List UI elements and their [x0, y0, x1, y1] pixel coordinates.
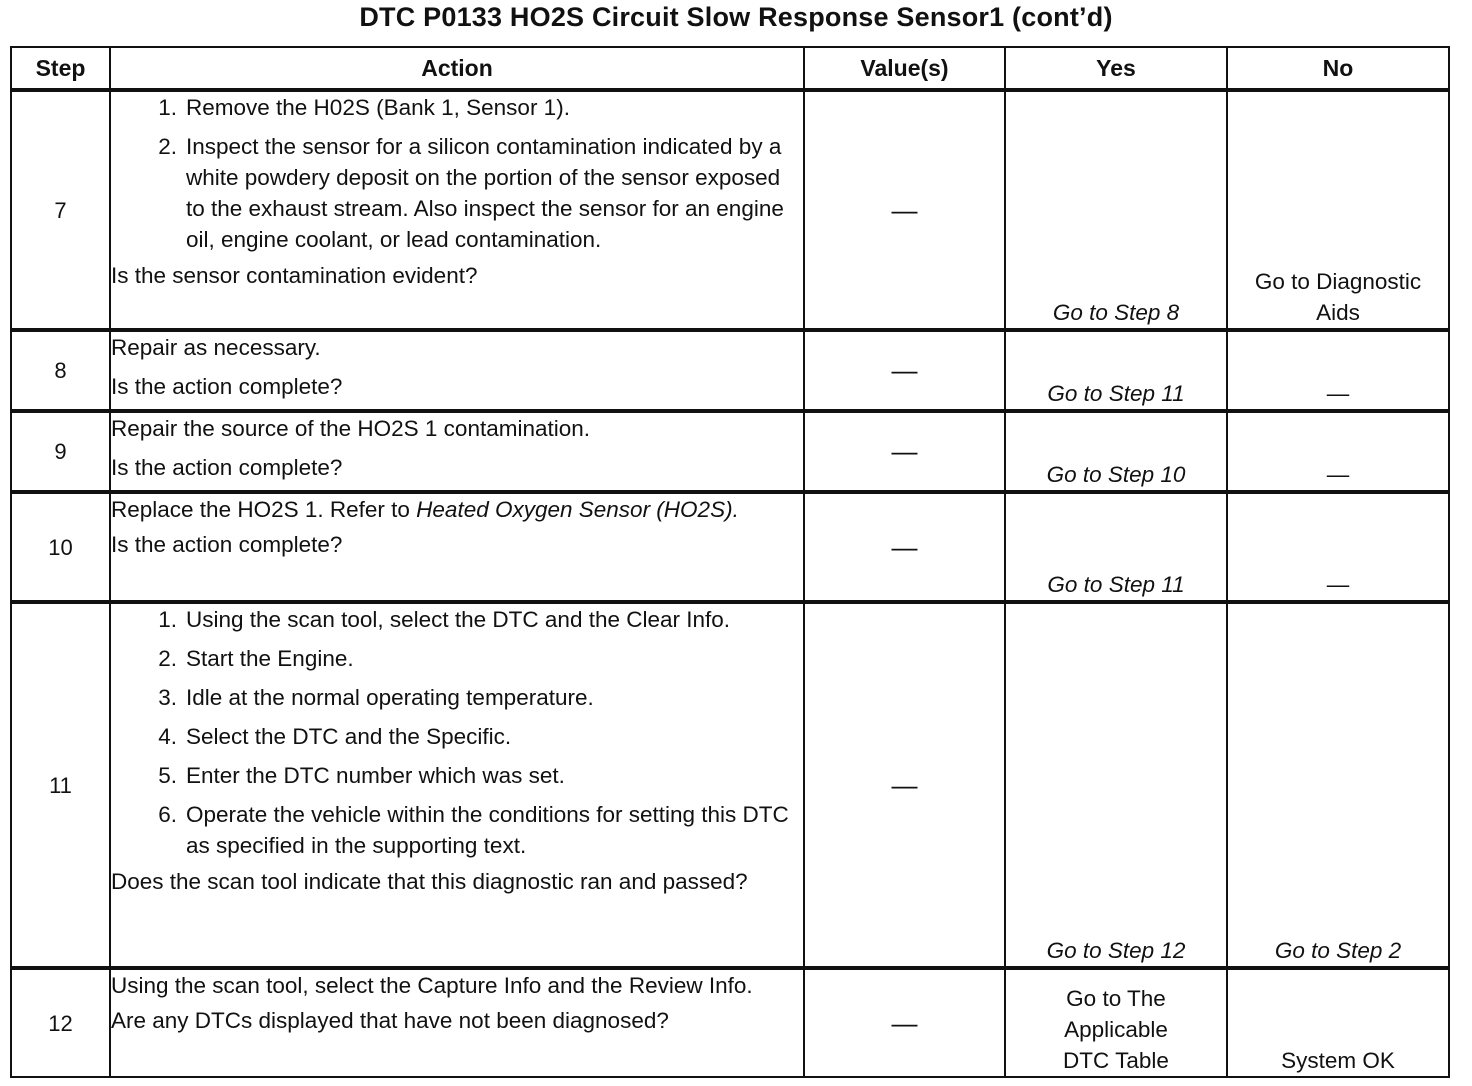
- no-cell: —: [1227, 330, 1449, 411]
- yes-cell: Go to Step 12: [1005, 602, 1227, 968]
- table-row: [11, 492, 1449, 602]
- no-cell: System OK: [1227, 968, 1449, 1077]
- substep-text: Using the scan tool, select the DTC and the Clear Info.: [186, 607, 731, 632]
- substep-number: 3.: [158, 685, 177, 710]
- action-text: Repair the source of the HO2S 1 contamination.: [111, 416, 591, 441]
- table-row: [11, 968, 1449, 1077]
- table-row: [11, 90, 1449, 330]
- no-cell: —: [1227, 492, 1449, 602]
- list-item: [111, 682, 803, 713]
- reference-link[interactable]: Heated Oxygen Sensor (HO2S).: [416, 497, 739, 522]
- substep-text: Select the DTC and the Specific.: [186, 724, 512, 749]
- substep-text: Idle at the normal operating temperature.: [186, 685, 594, 710]
- list-item: [111, 799, 803, 861]
- action-cell: [110, 968, 804, 1077]
- action-question: Is the action complete?: [111, 532, 343, 557]
- yes-cell: Go to Step 11: [1005, 330, 1227, 411]
- list-item: [111, 131, 803, 255]
- action-question: Are any DTCs displayed that have not been diagnosed?: [111, 1008, 669, 1033]
- substep-text: Enter the DTC number which was set.: [186, 763, 565, 788]
- no-cell: Go to Step 2: [1227, 602, 1449, 968]
- value-cell: —: [804, 411, 1005, 492]
- header-yes: Yes: [1005, 47, 1227, 90]
- step-number: 9: [11, 411, 110, 492]
- action-text: Repair as necessary.: [111, 335, 321, 360]
- substep-number: 2.: [158, 134, 177, 159]
- step-number: 8: [11, 330, 110, 411]
- diagnostic-table: [10, 46, 1450, 1078]
- substep-number: 6.: [158, 802, 177, 827]
- no-cell: [1227, 90, 1449, 330]
- header-values: Value(s): [804, 47, 1005, 90]
- header-no: No: [1227, 47, 1449, 90]
- action-cell: [110, 330, 804, 411]
- table-row: [11, 411, 1449, 492]
- list-item: [111, 604, 803, 635]
- yes-cell: Go to Step 10: [1005, 411, 1227, 492]
- substep-list: [111, 604, 803, 861]
- yes-cell: Go to Step 8: [1005, 90, 1227, 330]
- substep-text: Remove the H02S (Bank 1, Sensor 1).: [186, 95, 570, 120]
- substep-number: 2.: [158, 646, 177, 671]
- value-cell: —: [804, 968, 1005, 1077]
- action-cell: [110, 90, 804, 330]
- action-cell: [110, 492, 804, 602]
- action-cell: [110, 411, 804, 492]
- no-text: Go to Diagnostic Aids: [1254, 269, 1422, 325]
- action-question: Does the scan tool indicate that this diagnostic ran and passed?: [111, 869, 748, 894]
- table-row: [11, 602, 1449, 968]
- substep-number: 5.: [158, 763, 177, 788]
- substep-text: Operate the vehicle within the conditions for setting this DTC as specified in the supporting text.: [186, 802, 789, 858]
- substep-text: Inspect the sensor for a silicon contamination indicated by a white powdery deposit on the portion of the sensor exposed to the exhaust stream. Also inspect the sensor for an engine oil, engine coolant, or lead contamination.: [186, 134, 784, 252]
- value-cell: —: [804, 602, 1005, 968]
- substep-number: 4.: [158, 724, 177, 749]
- step-number: 12: [11, 968, 110, 1077]
- substep-text: Start the Engine.: [186, 646, 354, 671]
- value-cell: —: [804, 330, 1005, 411]
- list-item: [111, 643, 803, 674]
- list-item: [111, 760, 803, 791]
- yes-cell: [1005, 968, 1227, 1077]
- action-prefix: Replace the HO2S 1. Refer to: [111, 497, 410, 522]
- action-question: Is the action complete?: [111, 455, 343, 480]
- page-title: DTC P0133 HO2S Circuit Slow Response Sensor1 (cont’d): [359, 2, 1113, 32]
- yes-cell: Go to Step 11: [1005, 492, 1227, 602]
- step-number: 10: [11, 492, 110, 602]
- step-number: 7: [11, 90, 110, 330]
- no-cell: —: [1227, 411, 1449, 492]
- table-row: [11, 330, 1449, 411]
- substep-list: [111, 92, 803, 255]
- step-number: 11: [11, 602, 110, 968]
- action-question: Is the action complete?: [111, 374, 343, 399]
- header-action: Action: [110, 47, 804, 90]
- action-text: Using the scan tool, select the Capture Info and the Review Info.: [111, 973, 753, 998]
- table-header-row: [11, 47, 1449, 90]
- list-item: [111, 92, 803, 123]
- header-step: Step: [11, 47, 110, 90]
- value-cell: —: [804, 90, 1005, 330]
- substep-number: 1.: [158, 95, 177, 120]
- list-item: [111, 721, 803, 752]
- substep-number: 1.: [158, 607, 177, 632]
- action-text: [111, 494, 803, 525]
- value-cell: —: [804, 492, 1005, 602]
- action-cell: [110, 602, 804, 968]
- yes-text: Go to The Applicable DTC Table: [1063, 986, 1169, 1073]
- action-question: Is the sensor contamination evident?: [111, 263, 478, 288]
